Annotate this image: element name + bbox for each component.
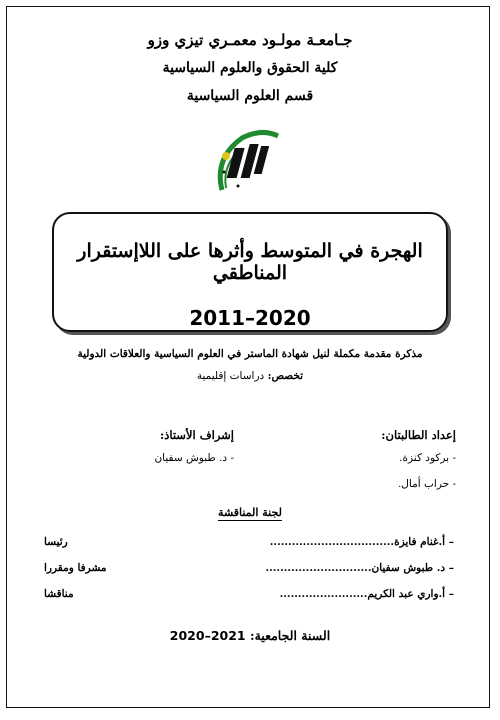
specialization (0, 370, 500, 382)
academic-year (0, 628, 500, 643)
university-logo-icon (212, 128, 288, 196)
member-role: رئيسا (44, 536, 68, 548)
student-name: - حراب أمال. (397, 478, 456, 490)
member-name: – أ.واري عبد الكريم........................ (279, 588, 454, 600)
thesis-years: 2011–2020 (189, 306, 311, 330)
supervisor-name: - د. طبوش سفيان (154, 452, 234, 464)
header (0, 26, 500, 110)
member-role: مشرفا ومقررا (44, 562, 107, 574)
department-name: قسم العلوم السياسية (186, 88, 314, 104)
member-name: – د. طبوش سفيان............................. (265, 562, 454, 574)
supervisor-heading: إشراف الأستاذ: (159, 428, 234, 442)
specialization-value: دراسات إقليمية (196, 370, 265, 382)
students-block (256, 428, 456, 504)
university-name: جـامعـة مولـود معمـري تيزي وزو (147, 31, 353, 49)
committee-heading-text: لجنة المناقشة (218, 506, 282, 519)
memo-description: مذكرة مقدمة مكملة لنيل شهادة الماستر في العلوم السياسية والعلاقات الدولية (77, 348, 423, 360)
committee-heading (0, 506, 500, 519)
member-role: مناقشا (44, 588, 74, 600)
students-heading: إعداد الطالبتان: (381, 428, 456, 442)
supervisor-block (34, 428, 234, 478)
title-box (52, 212, 448, 332)
academic-year-value: 2020–2021 (169, 628, 246, 643)
committee-member (44, 562, 454, 574)
committee-member (44, 536, 454, 548)
student-name: - بركود كنزة. (399, 452, 456, 464)
academic-year-label: السنة الجامعية: (249, 628, 331, 643)
thesis-title: الهجرة في المتوسط وأثرها على اللاإستقرار المناطقي (77, 240, 423, 284)
faculty-name: كلية الحقوق والعلوم السياسية (162, 60, 338, 76)
specialization-label: تخصص: (267, 370, 304, 382)
committee-member (44, 588, 454, 600)
member-name: – أ.غنام فايزة.................................. (269, 536, 454, 548)
committee-members (44, 536, 454, 614)
